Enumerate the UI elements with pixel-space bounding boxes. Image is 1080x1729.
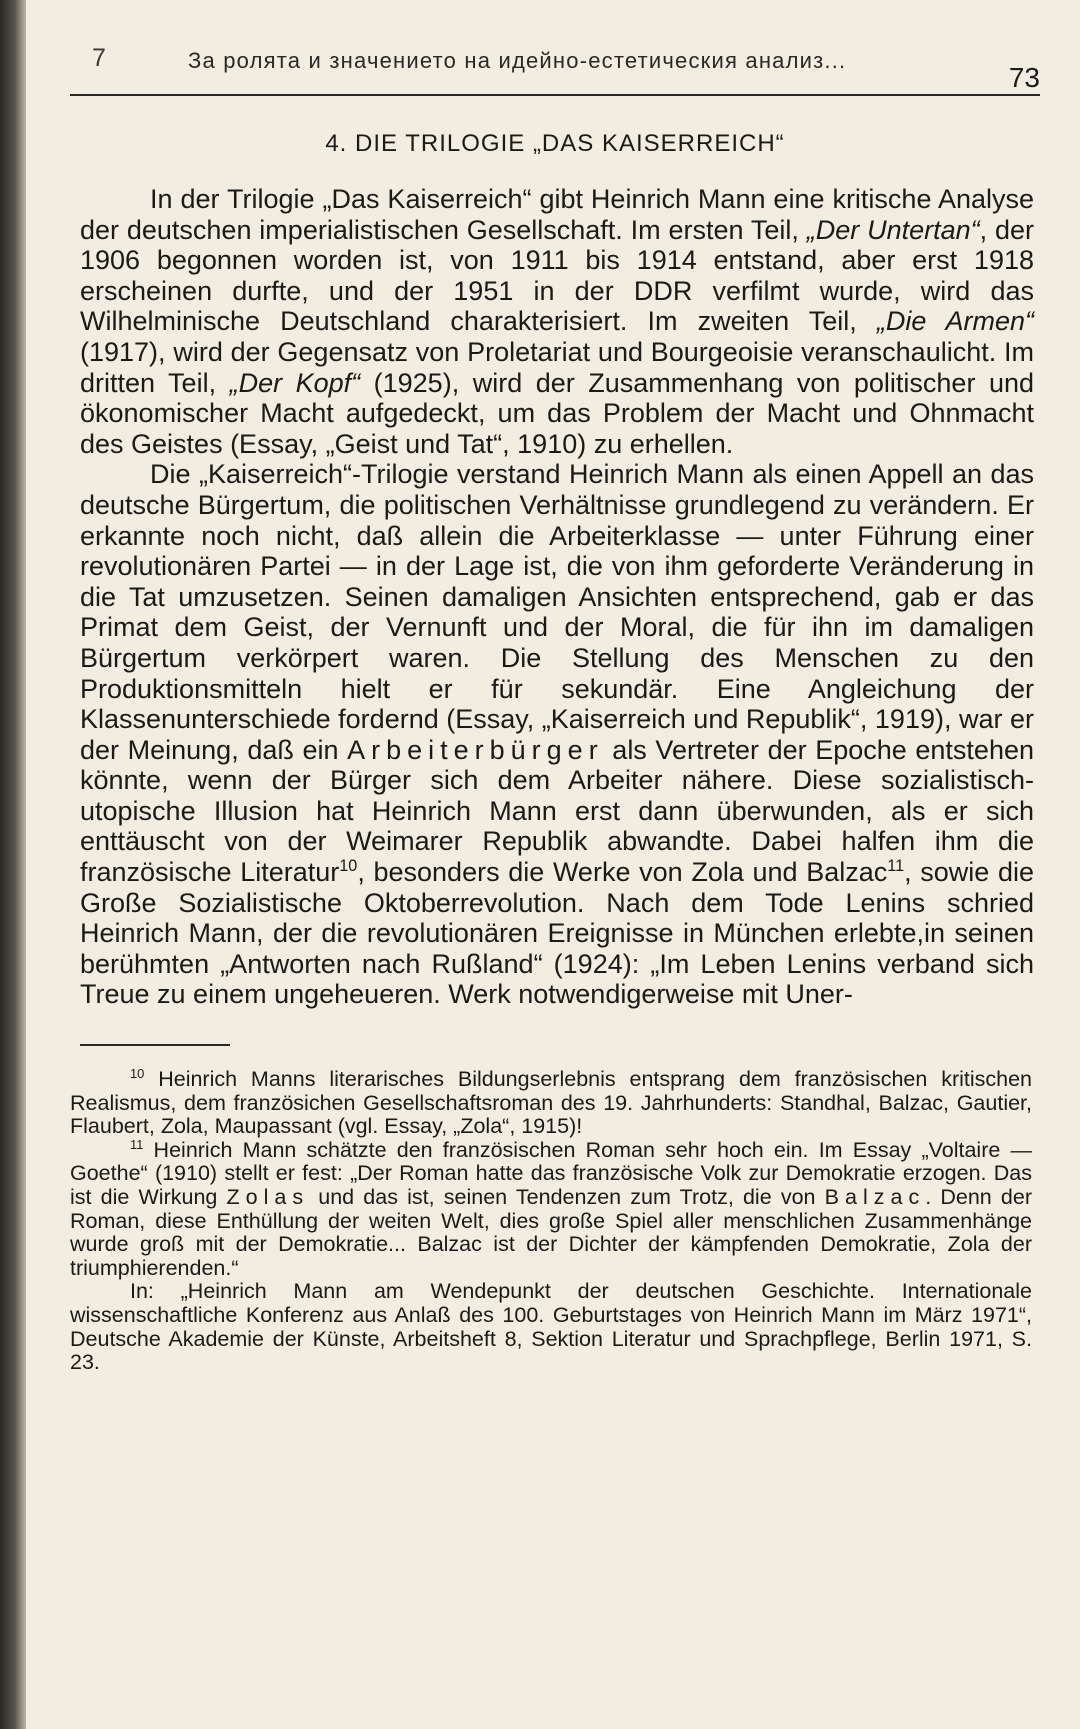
main-text xyxy=(70,184,1040,1010)
footnote-text: Heinrich Mann schätzte den französischen Roman sehr hoch ein. Im Essay „Voltaire — Goethe“ (1910) stellt er fest: „Der Roman hatte das französische Volk zur Demokratie erzogen. Das ist die Wirkung xyxy=(70,1137,1032,1209)
text-run: (1925), wird der Zusammenhang von politischer und ökonomischer Macht aufgedeckt, um das Problem der Macht und Ohnmacht des Geistes (Essay, „Geist und Tat“, 1910) zu erhellen. xyxy=(80,367,1034,459)
footnotes xyxy=(70,1065,1040,1375)
footnote-number: 10 xyxy=(130,1065,145,1081)
text-run: , sowie die Große Sozialistische Oktoberrevolution. Nach dem Tode Lenins schried Heinrich Mann, der die revolutionären Ereignisse in München erlebte,in seinen berühmten „Antworten nach Rußland“ (1924): „Im Leben Lenins verband sich Treue zu einem ungeheueren. Werk notwendigerweise mit Uner- xyxy=(80,857,1034,1010)
footnote-ref-10: 10 xyxy=(339,857,358,876)
footnote-text: Heinrich Manns literarisches Bildungserlebnis entsprang dem französischen kritischen Realismus, dem französichen Gesellschaftsroman des 19. Jahrhunderts: Standhal, Balzac, Gautier, Flaubert, Zola, Maupassant (vgl. Essay, „Zola“, 1915)! xyxy=(70,1067,1032,1139)
book-title-die-armen: „Die Armen“ xyxy=(876,306,1034,337)
book-page xyxy=(70,30,1040,1375)
book-spine-shadow xyxy=(0,0,26,1729)
chapter-number: 7 xyxy=(92,44,106,72)
footnote-text: und das ist, seinen Tendenzen zum Trotz, die von xyxy=(309,1185,825,1209)
text-run: , besonders die Werke von Zola und Balzac xyxy=(357,857,888,888)
spaced-term: Balzac xyxy=(824,1185,926,1209)
book-title-der-kopf: „Der Kopf“ xyxy=(229,367,361,398)
text-run: In der Trilogie „Das Kaiserreich“ gibt Heinrich Mann eine kritische Analyse der deutschen imperialistischen Gesellschaft. Im ersten Teil, xyxy=(80,184,1034,245)
running-title: За ролята и значението на идейно-естетическия анализ... xyxy=(188,48,847,73)
footnote-11 xyxy=(70,1136,1032,1281)
footnote-ref-11: 11 xyxy=(887,857,905,876)
running-header xyxy=(70,30,1040,96)
footnote-text: . Denn der Roman, diese Enthüllung der weiten Welt, dies große Spiel aller menschlichen Zusammenhänge wurde groß mit der Demokratie... Balzac ist der Dichter der kämpfenden Demokratie, Zola der triumphierenden.“ xyxy=(70,1185,1032,1280)
footnote-divider xyxy=(80,1044,230,1046)
section-heading: 4. DIE TRILOGIE „DAS KAISERREICH“ xyxy=(325,130,785,157)
spaced-term: Arbeiterbürger xyxy=(347,734,604,765)
text-run: Die „Kaiserreich“-Trilogie verstand Heinrich Mann als einen Appell an das deutsche Bürgertum, die politischen Verhältnisse grundlegend zu verändern. Er erkannte noch nicht, daß allein die Arbeiterklasse — unter Führung einer revolutionären Partei — in der Lage ist, die von ihm geforderte Veränderung in die Tat umzusetzen. Seinen damaligen Ansichten entsprechend, gab er das Primat dem Geist, der Vernunft und der Moral, die für ihn im damaligen Bürgertum verkörpert waren. Die Stellung des Menschen zu den Produktionsmitteln hielt er für sekundär. Eine Angleichung der Klassenunterschiede fordernd (Essay, „Kaiserreich und Republik“, 1919), war er der Meinung, daß ein xyxy=(80,459,1034,765)
page-number: 73 xyxy=(1008,62,1040,93)
footnote-number: 11 xyxy=(130,1136,144,1152)
paragraph-1 xyxy=(80,184,1034,459)
text-run: (1917), wird der Gegensatz von Proletariat und Bourgeoisie veranschaulicht. Im dritten Teil, xyxy=(80,336,1034,398)
footnote-10 xyxy=(70,1065,1032,1139)
book-title-der-untertan: „Der Untertan“ xyxy=(806,214,980,245)
spaced-term: Zolas xyxy=(226,1185,310,1209)
paragraph-2 xyxy=(80,459,1034,1010)
text-run: , der 1906 begonnen worden ist, von 1911 bis 1914 entstand, aber erst 1918 erscheinen durfte, und der 1951 in der DDR verfilmt wurde, wird das Wilhelminische Deutschland charakterisiert. Im zweiten Teil, xyxy=(80,214,1034,337)
text-run: als Vertreter der Epoche entstehen könnte, wenn der Bürger sich dem Arbeiter nähere. Diese sozialistisch-utopische Illusion hat Heinrich Mann erst dann überwunden, als er sich enttäuscht von der Weimarer Republik abwandte. Dabei halfen ihm die französische Literatur xyxy=(80,734,1034,888)
footnote-source: In: „Heinrich Mann am Wendepunkt der deutschen Geschichte. Internationale wissenschaftliche Konferenz aus Anlaß des 100. Geburtstages von Heinrich Mann im März 1971“, Deutsche Akademie der Künste, Arbeitsheft 8, Sektion Literatur und Sprachpflege, Berlin 1971, S. 23. xyxy=(70,1279,1032,1375)
